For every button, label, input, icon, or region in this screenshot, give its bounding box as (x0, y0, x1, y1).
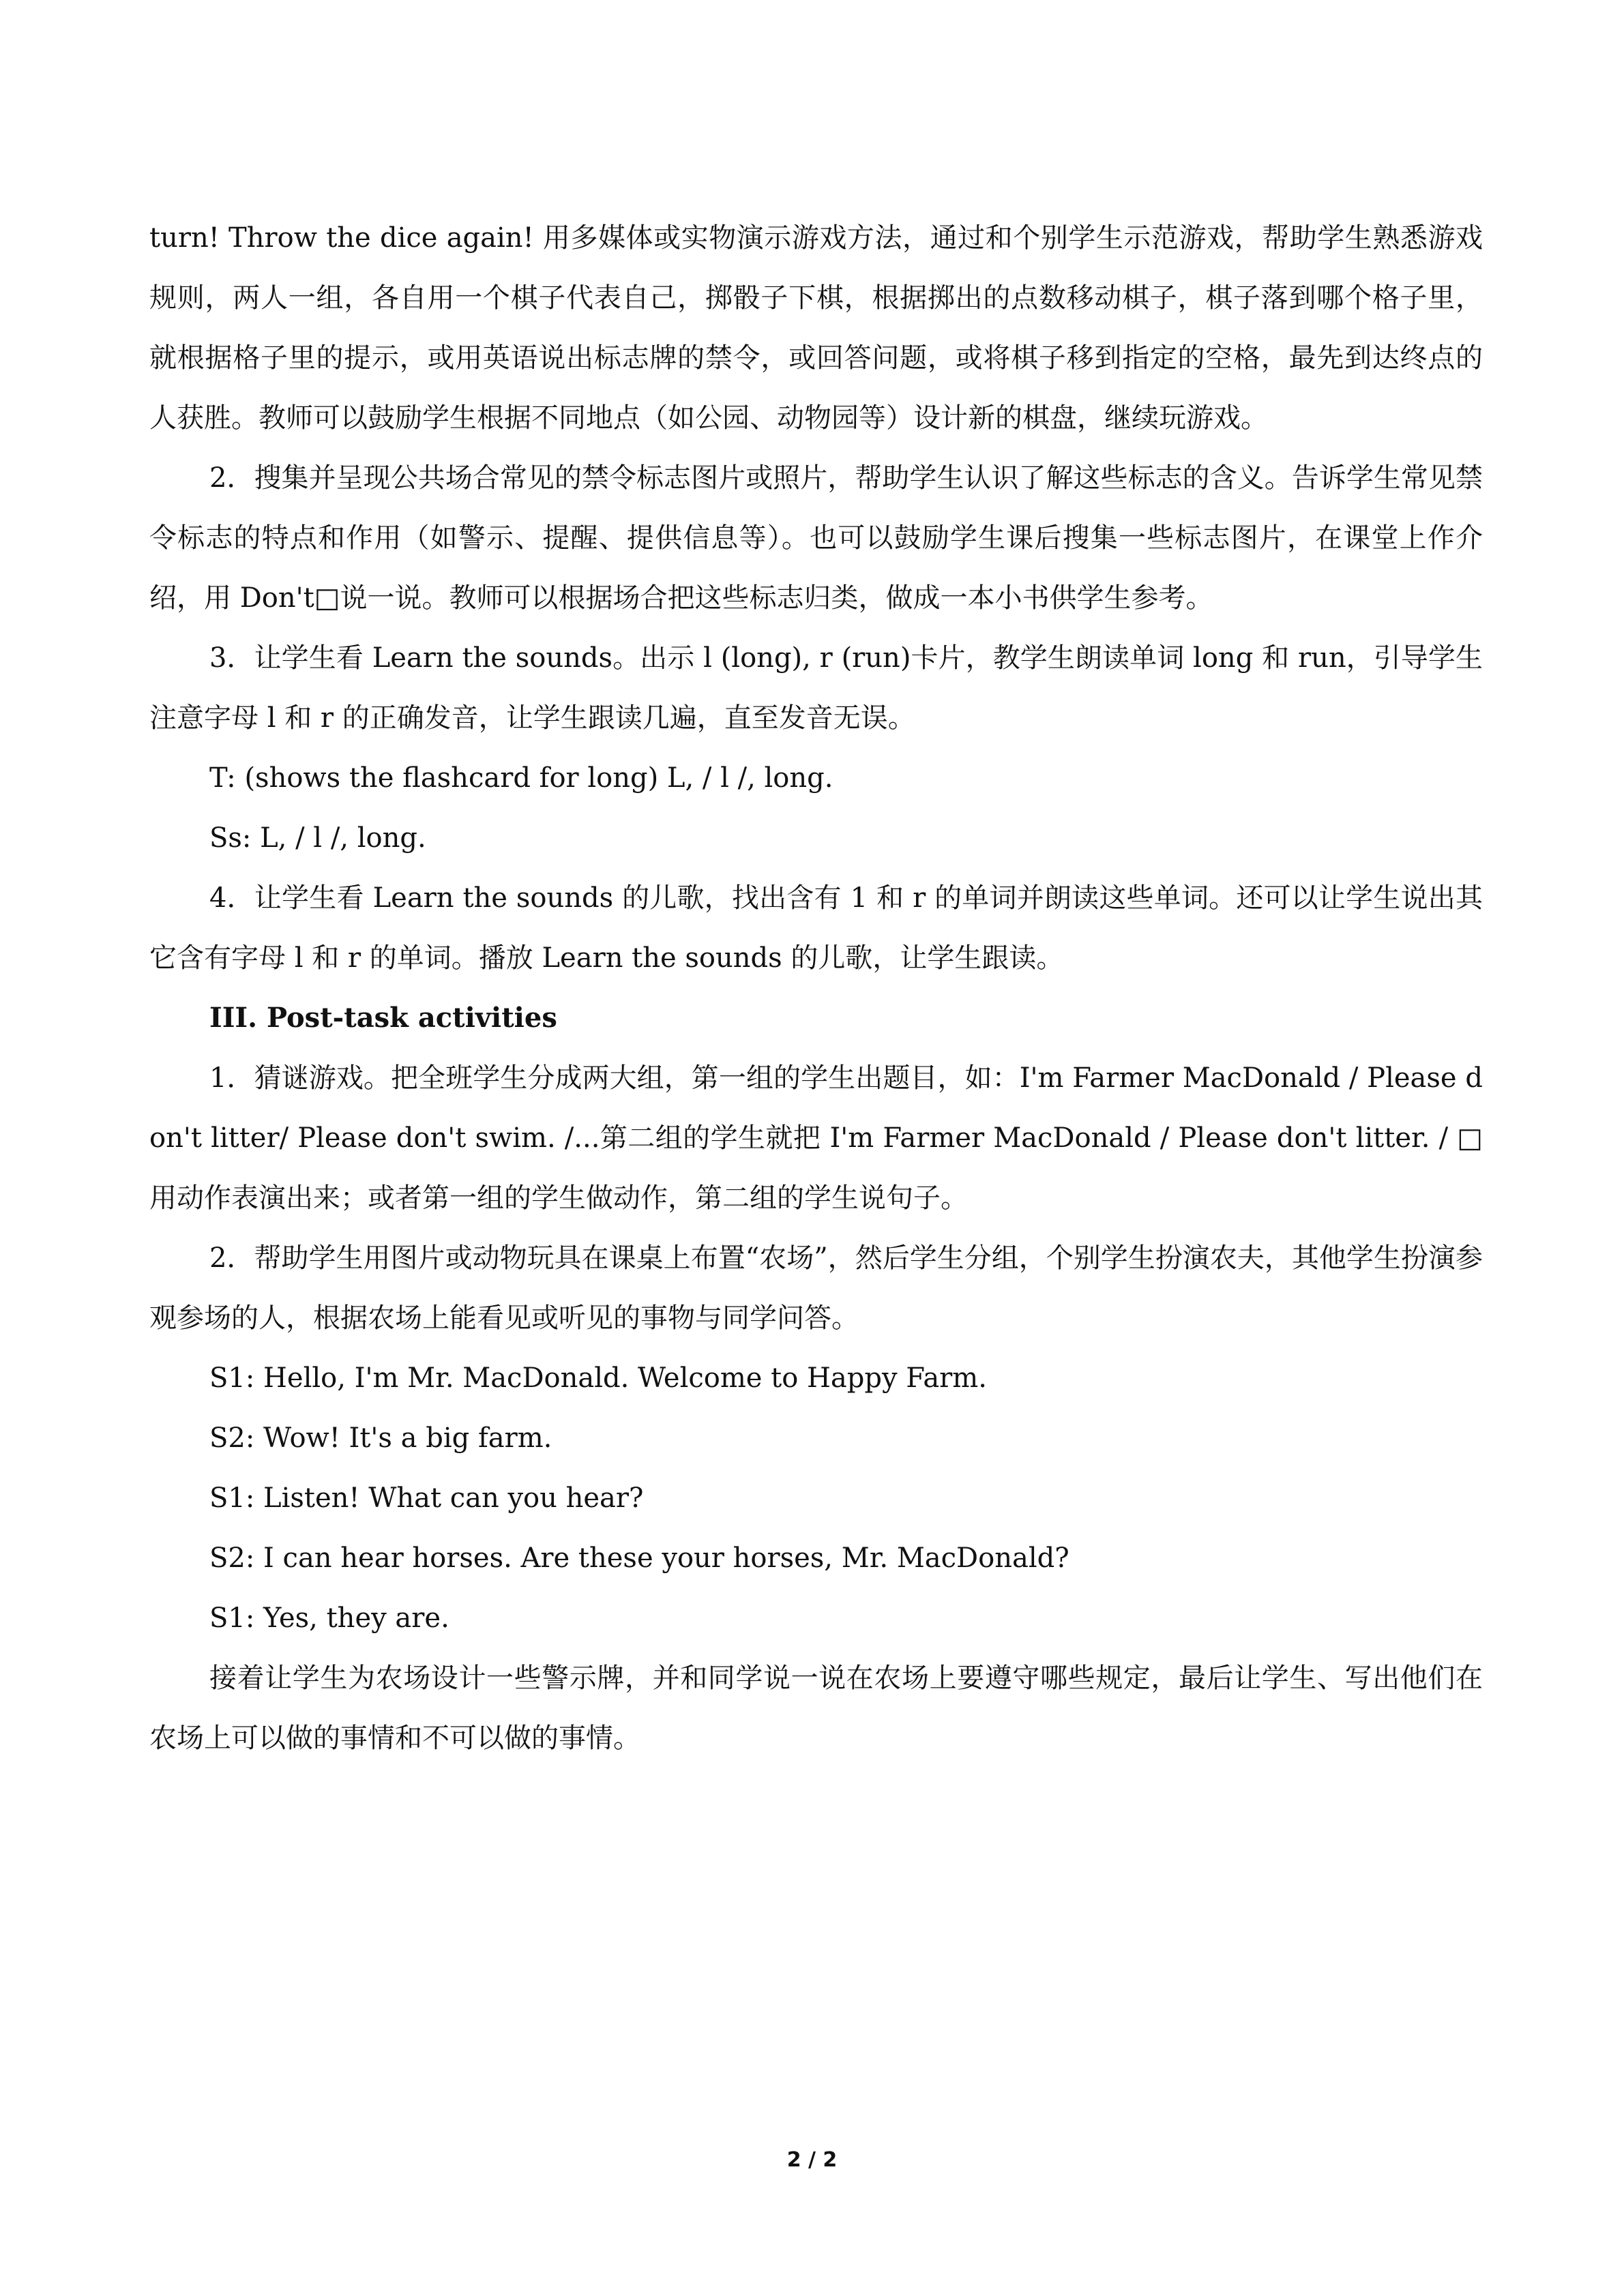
dialogue-line-s1-yes: S1: Yes, they are. (209, 1602, 449, 1634)
paragraph-farm-roleplay: 2．帮助学生用图片或动物玩具在课桌上布置“农场”，然后学生分组，个别学生扮演农夫，其他学生扮演参观参场的人，根据农场上能看见或听见的事物与同学问答。 (149, 1242, 1483, 1334)
dialogue-line-s2-horses: S2: I can hear horses. Are these your horses, Mr. MacDonald? (209, 1542, 1069, 1574)
paragraph-learn-sounds: 3．让学生看 Learn the sounds。出示 l (long), r (run)卡片，教学生朗读单词 long 和 run，引导学生注意字母 l 和 r 的正确发音，让学生跟读几遍，直至发音无误。 (149, 642, 1483, 734)
paragraph-guessing-game: 1．猜谜游戏。把全班学生分成两大组，第一组的学生出题目，如：I'm Farmer MacDonald / Please don't litter/ Please don't swim. /...第二组的学生就把 I'm Farmer MacDonald / Please don't litter. / □用动作表演出来；或者第一组的学生做动作，第二组的学生说句子。 (149, 1062, 1483, 1214)
paragraph-game-instructions: turn! Throw the dice again! 用多媒体或实物演示游戏方法，通过和个别学生示范游戏，帮助学生熟悉游戏规则，两人一组，各自用一个棋子代表自己，掷骰子下棋，根据掷出的点数移动棋子，棋子落到哪个格子里，就根据格子里的提示，或用英语说出标志牌的禁令，或回答问题，或将棋子移到指定的空格，最先到达终点的人获胜。教师可以鼓励学生根据不同地点（如公园、动物园等）设计新的棋盘，继续玩游戏。 (149, 222, 1483, 434)
section-heading-post-task: III. Post-task activities (209, 1002, 557, 1034)
dialogue-line-s1-hello: S1: Hello, I'm Mr. MacDonald. Welcome to Happy Farm. (209, 1362, 987, 1394)
paragraph-warning-signs: 接着让学生为农场设计一些警示牌，并和同学说一说在农场上要遵守哪些规定，最后让学生、写出他们在农场上可以做的事情和不可以做的事情。 (149, 1663, 1483, 1754)
dialogue-line-students: Ss: L, / l /, long. (209, 822, 426, 854)
document-body (149, 208, 1483, 1768)
paragraph-rhyme: 4．让学生看 Learn the sounds 的儿歌，找出含有 1 和 r 的单词并朗读这些单词。还可以让学生说出其它含有字母 l 和 r 的单词。播放 Learn the sounds 的儿歌，让学生跟读。 (149, 882, 1483, 974)
dialogue-line-teacher: T: (shows the flashcard for long) L, / l /, long. (209, 762, 833, 794)
dialogue-line-s2-wow: S2: Wow! It's a big farm. (209, 1422, 552, 1454)
dialogue-line-s1-listen: S1: Listen! What can you hear? (209, 1482, 644, 1514)
page-number: 2 / 2 (786, 2148, 838, 2172)
paragraph-signs-collection: 2．搜集并呈现公共场合常见的禁令标志图片或照片，帮助学生认识了解这些标志的含义。告诉学生常见禁令标志的特点和作用（如警示、提醒、提供信息等）。也可以鼓励学生课后搜集一些标志图片，在课堂上作介绍，用 Don't□说一说。教师可以根据场合把这些标志归类，做成一本小书供学生参考。 (149, 462, 1483, 614)
